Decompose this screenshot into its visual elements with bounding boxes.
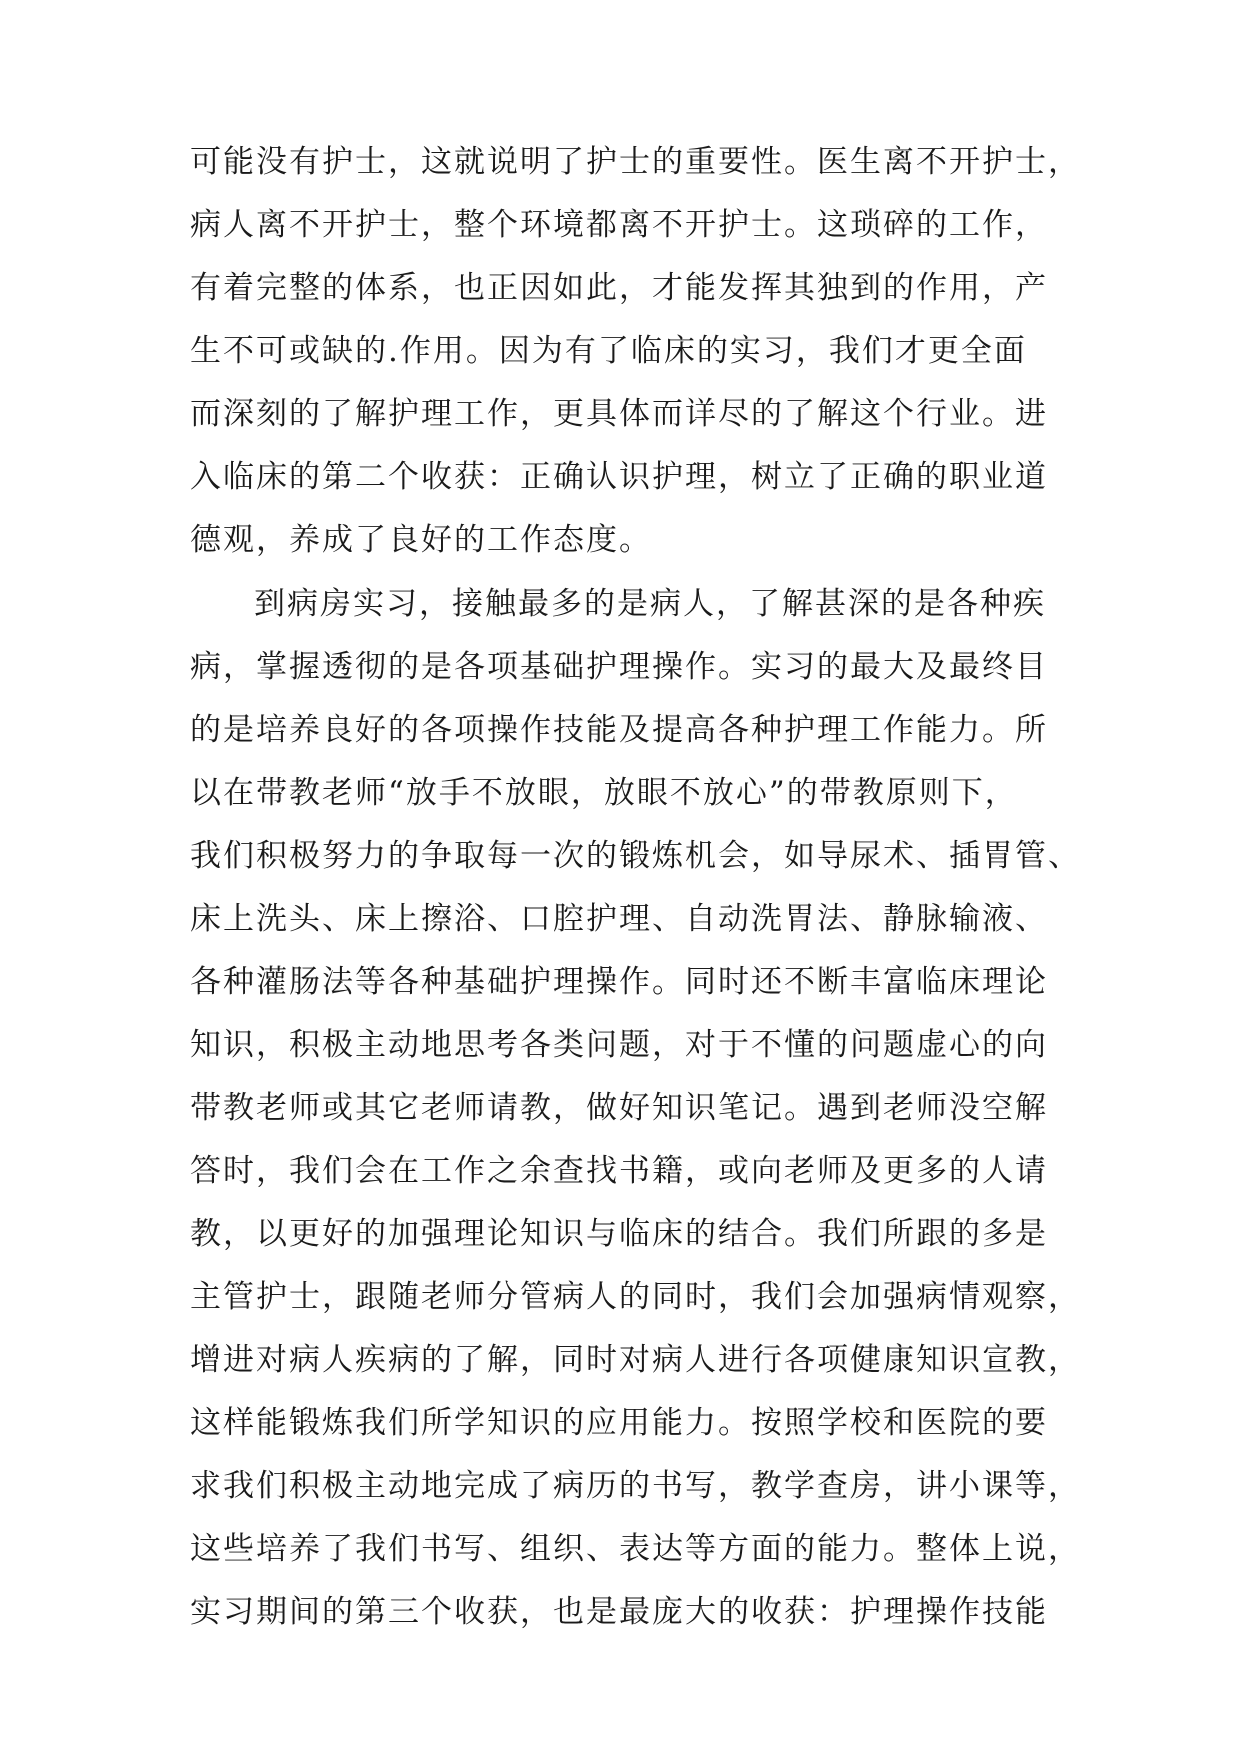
text-line: 答时，我们会在工作之余查找书籍，或向老师及更多的人请 <box>190 1153 1048 1189</box>
text-line: 床上洗头、床上擦浴、口腔护理、自动洗胃法、静脉输液、 <box>190 901 1048 937</box>
text-line: 可能没有护士，这就说明了护士的重要性。医生离不开护士， <box>190 144 1081 180</box>
text-line: 病人离不开护士，整个环境都离不开护士。这琐碎的工作， <box>190 207 1048 243</box>
text-line: 知识，积极主动地思考各类问题，对于不懂的问题虚心的向 <box>190 1027 1048 1063</box>
text-line: 这些培养了我们书写、组织、表达等方面的能力。整体上说， <box>190 1531 1081 1567</box>
text-line: 有着完整的体系，也正因如此，才能发挥其独到的作用，产 <box>190 270 1048 306</box>
text-line: 增进对病人疾病的了解，同时对病人进行各项健康知识宣教， <box>190 1342 1081 1378</box>
text-line: 生不可或缺的.作用。因为有了临床的实习，我们才更全面 <box>190 333 1027 369</box>
text-line: 的是培养良好的各项操作技能及提高各种护理工作能力。所 <box>190 712 1048 748</box>
text-line: 入临床的第二个收获：正确认识护理，树立了正确的职业道 <box>190 459 1048 495</box>
text-line: 而深刻的了解护理工作，更具体而详尽的了解这个行业。进 <box>190 396 1048 432</box>
text-line: 教，以更好的加强理论知识与临床的结合。我们所跟的多是 <box>190 1216 1048 1252</box>
text-line: 以在带教老师“放手不放眼，放眼不放心”的带教原则下， <box>190 775 1018 811</box>
text-line: 我们积极努力的争取每一次的锻炼机会，如导尿术、插胃管、 <box>190 838 1081 874</box>
text-line: 德观，养成了良好的工作态度。 <box>190 522 652 558</box>
text-line: 这样能锻炼我们所学知识的应用能力。按照学校和医院的要 <box>190 1405 1048 1441</box>
text-line: 主管护士，跟随老师分管病人的同时，我们会加强病情观察， <box>190 1279 1081 1315</box>
paragraph-first-line: 到病房实习，接触最多的是病人，了解甚深的是各种疾 <box>254 586 1046 622</box>
text-line: 实习期间的第三个收获，也是最庞大的收获：护理操作技能 <box>190 1594 1048 1630</box>
text-line: 求我们积极主动地完成了病历的书写，教学查房，讲小课等， <box>190 1468 1081 1504</box>
text-line: 各种灌肠法等各种基础护理操作。同时还不断丰富临床理论 <box>190 964 1048 1000</box>
text-line: 病，掌握透彻的是各项基础护理操作。实习的最大及最终目 <box>190 649 1048 685</box>
text-line: 带教老师或其它老师请教，做好知识笔记。遇到老师没空解 <box>190 1090 1048 1126</box>
